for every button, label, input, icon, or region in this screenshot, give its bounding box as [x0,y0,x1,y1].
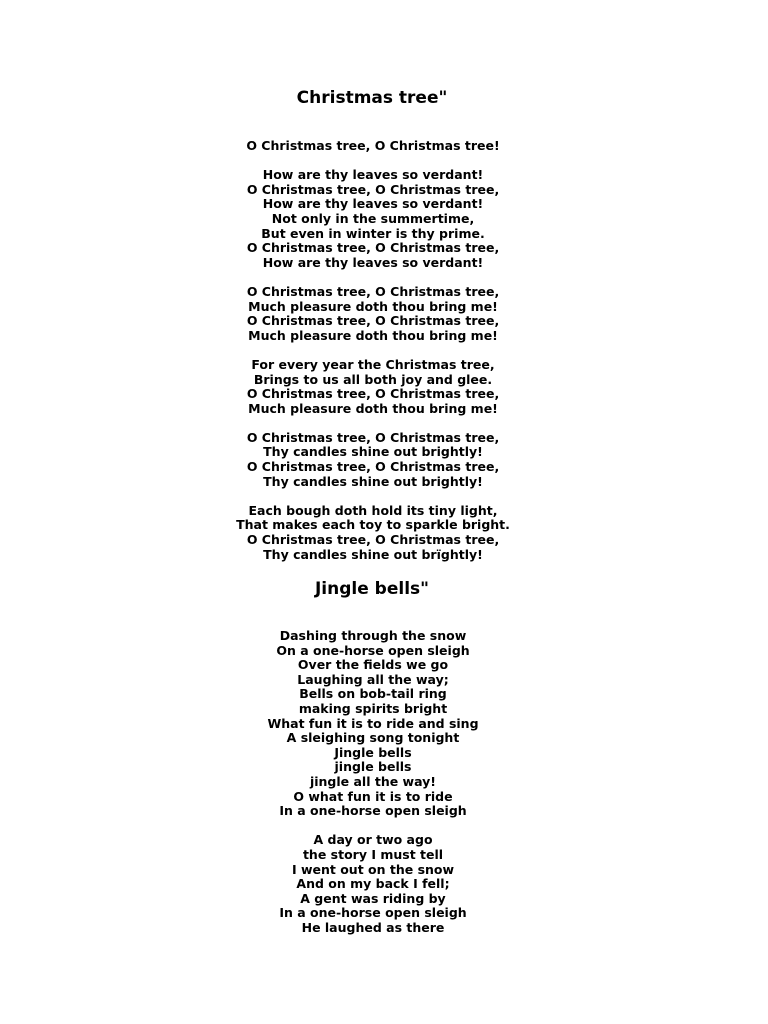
stanza [0,833,757,935]
lyric-line: How are thy leaves so verdant! [262,167,484,183]
lyric-line: How are thy leaves so verdant! [262,254,484,270]
lyric-line: Bells on bob-tail ring [299,686,447,702]
lyric-line: Much pleasure doth thou bring me! [248,327,498,343]
stanza [0,358,757,416]
lyric-line: How are thy leaves so verdant! [262,196,484,212]
lyric-line: jingle bells [334,759,412,775]
stanza [0,629,757,819]
lyrics-jingle-bells [0,629,757,950]
stanza [0,285,757,343]
lyric-line: making spirits bright [298,700,448,716]
lyric-line: A sleighing song tonight [286,730,460,746]
lyric-line: O Christmas tree, O Christmas tree! [246,138,500,153]
stanza [0,431,757,489]
lyric-line: But even in winter is thy prime. [261,225,485,241]
lyric-line: In a one-horse open sleigh [279,905,467,921]
lyric-line: I went out on the snow [291,861,455,877]
stanza [0,168,757,270]
lyric-line: On a one-horse open sleigh [276,642,470,658]
song-title-christmas-tree: Christmas tree" [296,88,448,108]
lyric-line: Much pleasure doth thou bring me! [248,298,498,314]
lyrics-christmas-tree [0,139,757,577]
lyric-line: Brings to us all both joy and glee. [253,371,493,387]
lyric-line: Thy candles shine out brightly! [263,444,483,460]
song-title-jingle-bells: Jingle bells" [314,579,430,599]
lyric-line: And on my back I fell; [296,876,450,892]
lyric-line: O Christmas tree, O Christmas tree, [246,429,500,445]
lyric-line: O Christmas tree, O Christmas tree, [246,532,500,548]
lyric-line: Jingle bells [334,744,412,760]
lyric-line: Much pleasure doth thou bring me! [248,400,498,416]
lyric-line: Each bough doth hold its tiny light, [248,502,498,518]
lyric-line: What fun it is to ride and sing [267,715,479,731]
lyric-line: A gent was riding by [300,890,446,906]
lyric-line: O Christmas tree, O Christmas tree, [246,386,500,402]
stanza [0,139,757,154]
lyric-line: O what fun it is to ride [293,788,453,804]
lyric-line: O Christmas tree, O Christmas tree, [246,459,500,475]
lyric-line: Over the fields we go [297,657,449,673]
lyric-line: Thy candles shine out brïghtly! [263,546,483,562]
lyric-line: O Christmas tree, O Christmas tree, [246,240,500,256]
lyric-line: Dashing through the snow [279,628,467,643]
lyric-line: For every year the Christmas tree, [251,356,495,372]
lyric-line: A day or two ago [313,832,433,848]
lyric-line: In a one-horse open sleigh [279,803,467,819]
lyric-line: Thy candles shine out brightly! [263,473,483,489]
lyric-line: jingle all the way! [309,773,437,789]
lyric-line: He laughed as there [301,919,445,935]
lyric-line: the story I must tell [302,846,444,862]
lyric-line: O Christmas tree, O Christmas tree, [246,181,500,197]
lyric-line: Laughing all the way; [297,671,449,687]
lyric-line: O Christmas tree, O Christmas tree, [246,313,500,329]
lyric-line: O Christmas tree, O Christmas tree, [246,283,500,299]
lyric-line: That makes each toy to sparkle bright. [236,517,510,533]
lyric-line: Not only in the summertime, [271,210,475,226]
stanza [0,504,757,562]
